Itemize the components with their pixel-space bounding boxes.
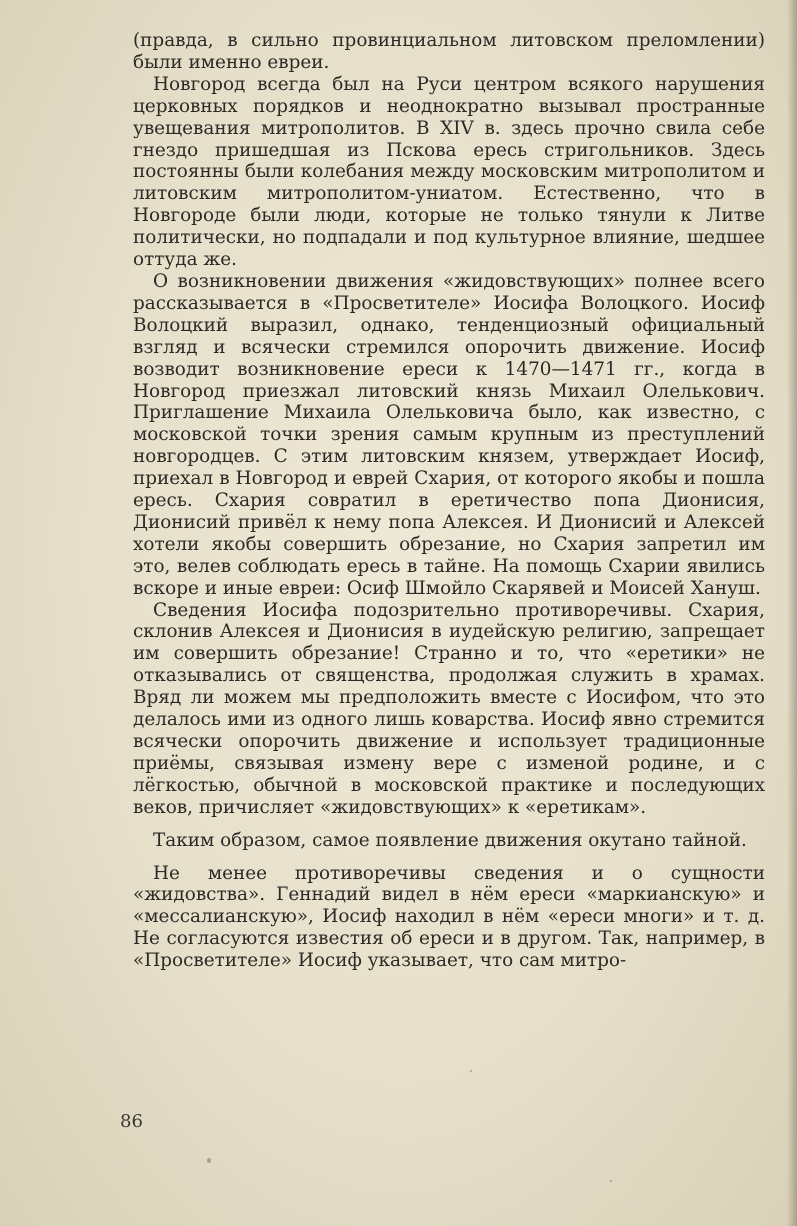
paper-speck bbox=[470, 1070, 472, 1072]
paragraph-1: (правда, в сильно провинциальном литовском преломлении) были именно евреи. bbox=[133, 30, 765, 73]
paragraph-3: О возникновении движения «жидовствующих» полнее всего рассказывается в «Просветителе» Иосифа Волоцкого. Иосиф Волоцкий выразил, однако, тенденциозный официальный взгляд и всячески стремился опорочить движение. Иосиф возводит возникновение ереси к 1470—1471 гг., когда в Новгород приезжал литовский князь Михаил Олелькович. Приглашение Михаила Олельковича было, как известно, с московской точки зрения самым крупным из преступлений новгородцев. С этим литовским князем, утверждает Иосиф, приехал в Новгород и еврей Схария, от которого якобы и пошла ересь. Схария совратил в еретичество попа Дионисия, Дионисий привёл к нему попа Алексея. И Дионисий и Алексей хотели якобы совершить обрезание, но Схария запретил им это, велев соблюдать ересь в тайне. На помощь Схарии явились вскоре и иные евреи: Осиф Шмойло Скарявей и Моисей Хануш. bbox=[133, 270, 765, 599]
paragraph-5: Таким образом, самое появление движения окутано тайной. bbox=[153, 829, 747, 851]
paper-speck bbox=[610, 1180, 612, 1182]
page-number: 86 bbox=[120, 1111, 143, 1132]
paragraph-4: Сведения Иосифа подозрительно противоречивы. Схария, склонив Алексея и Дионисия в иудейскую религию, запрещает им совершить обрезание! Странно и то, что «еретики» не отказывались от священства, продолжая служить в храмах. Вряд ли можем мы предположить вместе с Иосифом, что это делалось ими из одного лишь коварства. Иосиф явно стремится всячески опорочить движение и использует традиционные приёмы, связывая измену вере с изменой родине, и с лёгкостью, обычной в московской практике и последующих веков, причисляет «жидовствующих» к «еретикам». bbox=[133, 599, 765, 818]
body-text bbox=[133, 30, 765, 972]
paragraph-6: Не менее противоречивы сведения и о сущности «жидовства». Геннадий видел в нём ереси «маркианскую» и «мессалианскую», Иосиф находил в нём «ереси многи» и т. д. Не согласуются известия об ереси и в другом. Так, например, в «Просветителе» Иосиф указывает, что сам митро- bbox=[133, 862, 765, 972]
paper-speck bbox=[207, 1158, 211, 1163]
paragraph-2: Новгород всегда был на Руси центром всякого нарушения церковных порядков и неоднократно вызывал пространные увещевания митрополитов. В XIV в. здесь прочно свила себе гнездо пришедшая из Пскова ересь стригольников. Здесь постоянны были колебания между московским митрополитом и литовским митрополитом-униатом. Естественно, что в Новгороде были люди, которые не только тянули к Литве политически, но подпадали и под культурное влияние, шедшее оттуда же. bbox=[133, 73, 765, 271]
